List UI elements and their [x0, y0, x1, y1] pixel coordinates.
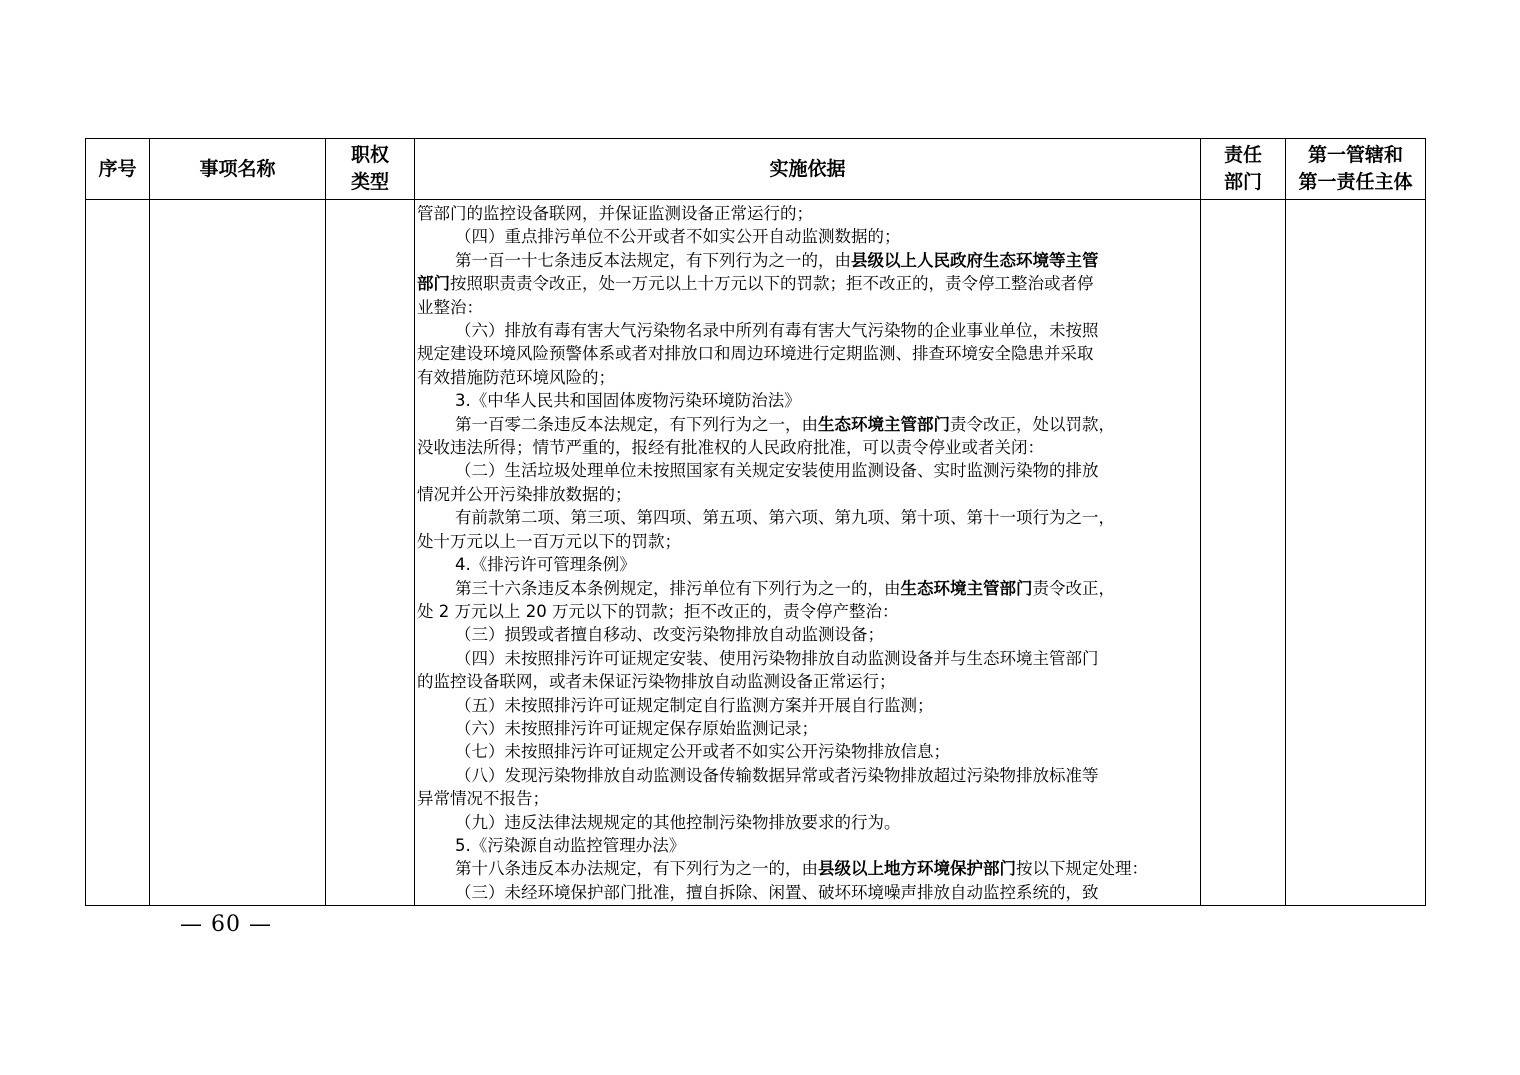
header-power-type: 职权 类型 — [326, 139, 415, 200]
table-row — [86, 200, 1426, 906]
cell-item-name — [150, 200, 326, 906]
cell-responsible-dept — [1201, 200, 1286, 906]
enforcement-table — [85, 138, 1426, 906]
page-number: — 60 — — [180, 912, 272, 937]
header-basis: 实施依据 — [415, 139, 1201, 200]
header-seq: 序号 — [86, 139, 150, 200]
header-first-jurisdiction: 第一管辖和 第一责任主体 — [1286, 139, 1426, 200]
cell-basis — [415, 200, 1201, 906]
basis-text: 管部门的监控设备联网，并保证监测设备正常运行的； （四）重点排污单位不公开或者不如实公开自动监测数据的； 第一百一十七条违反本法规定，有下列行为之一的，由县级以上人民政府生态环境等主管 部门按照职责责令改正，处一万元以上十万元以下的罚款；拒不改正的，责令停工整治或者停 业整治： （六）排放有毒有害大气污染物名录中所列有毒有害大气污染物的企业事业单位，未按照 规定建设环境风险预警体系或者对排放口和周边环境进行定期监测、排查环境安全隐患并采取 有效措施防范环境风险的； 3.《中华人民共和国固体废物污染环境防治法》 第一百零二条违反本法规定，有下列行为之一，由生态环境主管部门责令改正，处以罚款， 没收违法所得；情节严重的，报经有批准权的人民政府批准，可以责令停业或者关闭： （二）生活垃圾处理单位未按照国家有关规定安装使用监测设备、实时监测污染物的排放 情况并公开污染排放数据的； 有前款第二项、第三项、第四项、第五项、第六项、第九项、第十项、第十一项行为之一， 处十万元以上一百万元以下的罚款； 4.《排污许可管理条例》 第三十六条违反本条例规定，排污单位有下列行为之一的，由生态环境主管部门责令改正， 处 2 万元以上 20 万元以下的罚款；拒不改正的，责令停产整治： （三）损毁或者擅自移动、改变污染物排放自动监测设备； （四）未按照排污许可证规定安装、使用污染物排放自动监测设备并与生态环境主管部门 的监控设备联网，或者未保证污染物排放自动监测设备正常运行； （五）未按照排污许可证规定制定自行监测方案并开展自行监测； （六）未按照排污许可证规定保存原始监测记录； （七）未按照排污许可证规定公开或者不如实公开污染物排放信息； （八）发现污染物排放自动监测设备传输数据异常或者污染物排放超过污染物排放标准等 异常情况不报告； （九）违反法律法规规定的其他控制污染物排放要求的行为。 5.《污染源自动监控管理办法》 第十八条违反本办法规定，有下列行为之一的，由县级以上地方环境保护部门按以下规定处理： （三）未经环境保护部门批准，擅自拆除、闲置、破坏环境噪声排放自动监控系统的，致 — [417, 204, 1148, 902]
cell-power-type — [326, 200, 415, 906]
cell-first-jurisdiction — [1286, 200, 1426, 906]
header-item-name: 事项名称 — [150, 139, 326, 200]
table-header-row — [86, 139, 1426, 200]
header-responsible-dept: 责任 部门 — [1201, 139, 1286, 200]
cell-seq — [86, 200, 150, 906]
